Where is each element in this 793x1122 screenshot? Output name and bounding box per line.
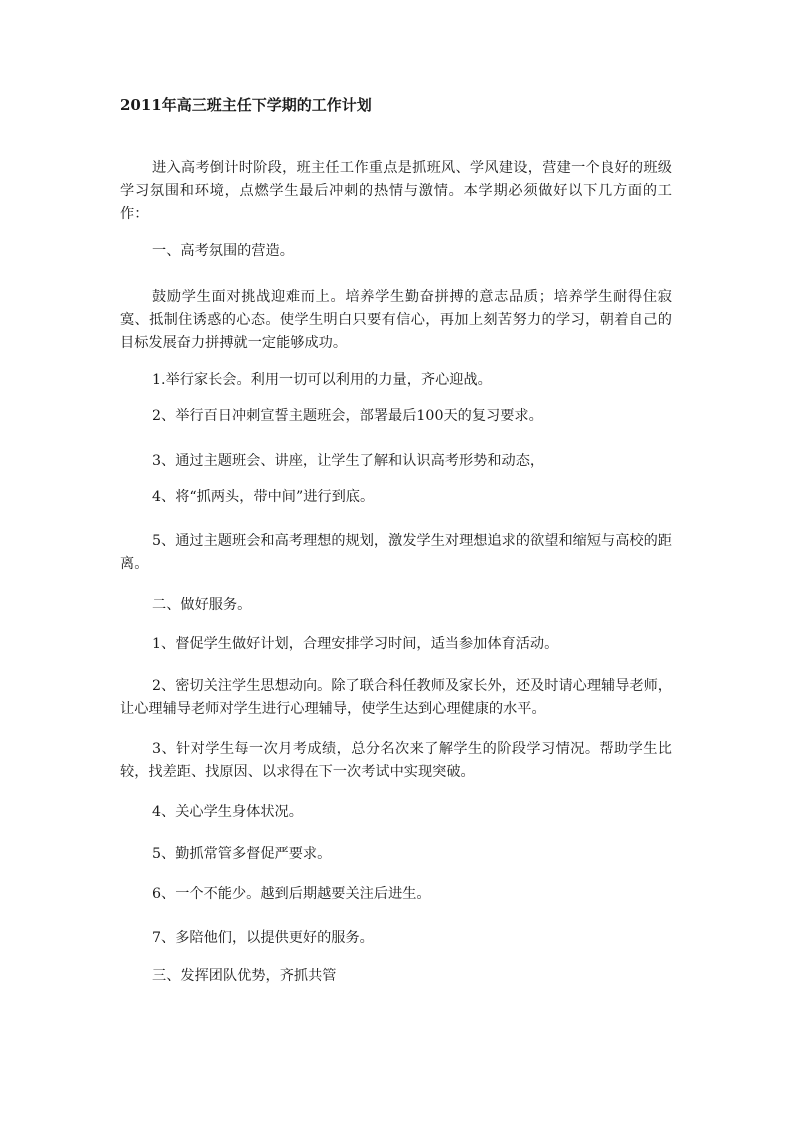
section-heading-2: 二、做好服务。 <box>152 597 252 613</box>
section-heading-3: 三、发挥团队优势，齐抓共管 <box>152 968 337 984</box>
list-item-1-1: 1.举行家长会。利用一切可以利用的力量，齐心迎战。 <box>152 372 492 388</box>
list-item-2-1: 1、督促学生做好计划，合理安排学习时间，适当参加体育活动。 <box>152 636 559 652</box>
list-item-2-4: 4、关心学生身体状况。 <box>152 804 303 820</box>
paragraph-section-1-body: 鼓励学生面对挑战迎难而上。培养学生勤奋拼搏的意志品质；培养学生耐得住寂寞、抵制住诱惑的心态。使学生明白只要有信心，再加上刻苦努力的学习，朝着自己的目标发展奋力拼搏就一定能够成功。 <box>120 289 672 351</box>
list-item-2-7: 7、多陪他们，以提供更好的服务。 <box>152 930 374 946</box>
paragraph-intro: 进入高考倒计时阶段，班主任工作重点是抓班风、学风建设，营建一个良好的班级学习氛围和环境，点燃学生最后冲刺的热情与激情。本学期必须做好以下几方面的工作： <box>120 160 672 222</box>
list-item-2-2: 2、密切关注学生思想动向。除了联合科任教师及家长外，还及时请心理辅导老师，让心理辅导老师对学生进行心理辅导，使学生达到心理健康的水平。 <box>120 678 672 717</box>
list-item-2-6: 6、一个不能少。越到后期越要关注后进生。 <box>152 886 431 902</box>
list-item-1-3: 3、通过主题班会、讲座，让学生了解和认识高考形势和动态， <box>152 453 545 469</box>
list-item-1-5: 5、通过主题班会和高考理想的规划，激发学生对理想追求的欲望和缩短与高校的距离。 <box>120 533 672 572</box>
document-title: 2011年高三班主任下学期的工作计划 <box>120 96 372 114</box>
list-item-1-4: 4、将“抓两头，带中间”进行到底。 <box>152 489 375 505</box>
list-item-2-5: 5、勤抓常管多督促严要求。 <box>152 846 332 862</box>
section-heading-1: 一、高考氛围的营造。 <box>152 243 294 259</box>
list-item-1-2: 2、举行百日冲刺宣誓主题班会，部署最后100天的复习要求。 <box>152 408 543 424</box>
list-item-2-3: 3、针对学生每一次月考成绩，总分名次来了解学生的阶段学习情况。帮助学生比较，找差距、找原因、以求得在下一次考试中实现突破。 <box>120 741 672 780</box>
